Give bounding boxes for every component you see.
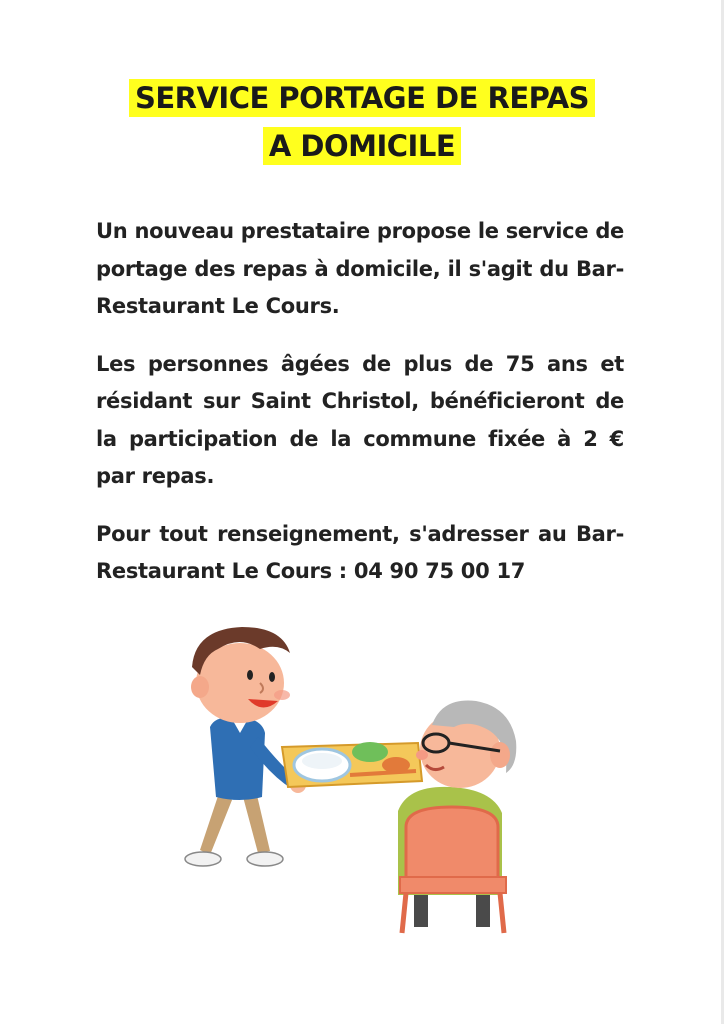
meal-delivery-illustration <box>170 615 550 950</box>
paragraph-eligibility: Les personnes âgées de plus de 75 ans et résidant sur Saint Christol, bénéficieront de la participation de la commune fixée à 2 € par repas. <box>96 351 624 488</box>
elderly-man-figure <box>398 701 516 934</box>
page-title <box>0 74 724 170</box>
title-line-1: SERVICE PORTAGE DE REPAS <box>129 79 595 117</box>
body-text <box>96 213 624 611</box>
paragraph-contact: Pour tout renseignement, s'adresser au Bar-Restaurant Le Cours : 04 90 75 00 17 <box>96 521 624 583</box>
paragraph-intro: Un nouveau prestataire propose le service de portage des repas à domicile, il s'agit du Bar-Restaurant Le Cours. <box>96 219 624 318</box>
meal-tray <box>282 742 422 787</box>
title-line-2: A DOMICILE <box>263 127 461 165</box>
